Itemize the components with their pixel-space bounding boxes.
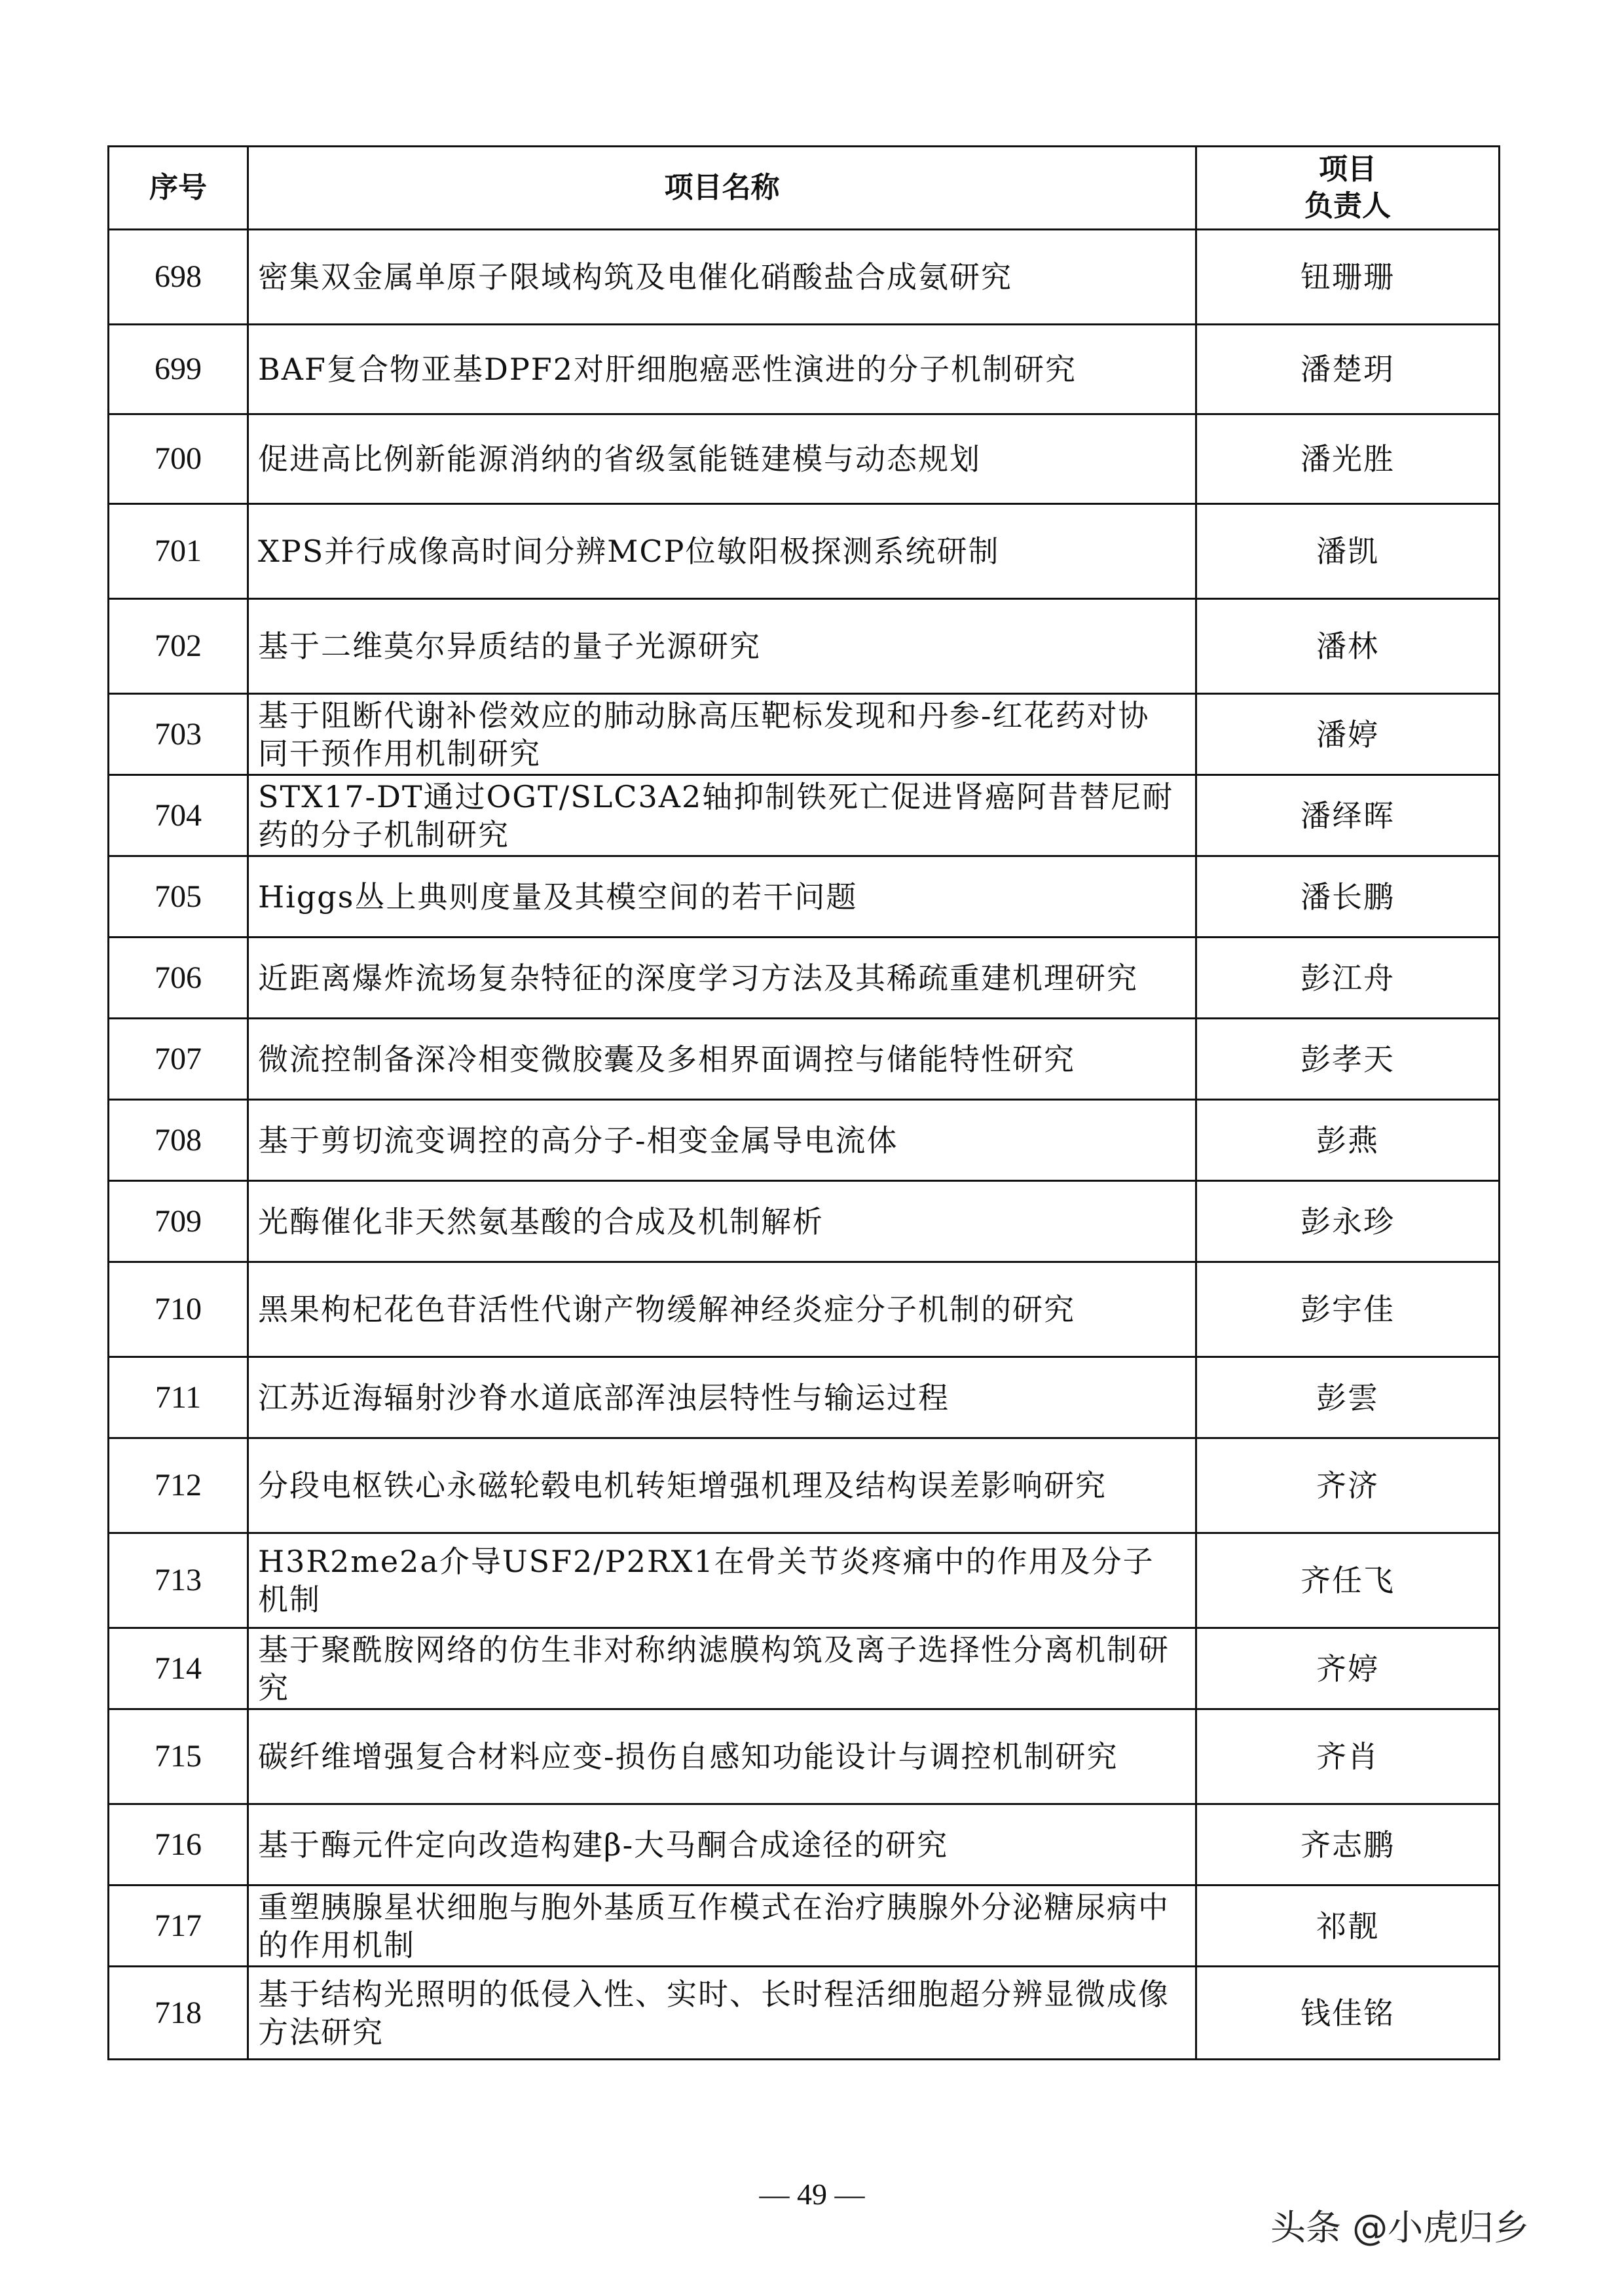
row-serial-number: 701 — [109, 504, 248, 599]
row-project-leader: 潘凯 — [1196, 504, 1500, 599]
table-row — [109, 1262, 1500, 1357]
row-project-name: 江苏近海辐射沙脊水道底部浑浊层特性与输运过程 — [248, 1357, 1196, 1438]
row-serial-number: 710 — [109, 1262, 248, 1357]
row-project-leader: 钮珊珊 — [1196, 230, 1500, 325]
header-project-leader-line2: 负责人 — [1304, 189, 1391, 223]
row-serial-number: 717 — [109, 1886, 248, 1967]
row-project-name: 促进高比例新能源消纳的省级氢能链建模与动态规划 — [248, 414, 1196, 504]
row-project-name: 分段电枢铁心永磁轮毂电机转矩增强机理及结构误差影响研究 — [248, 1438, 1196, 1533]
table-row — [109, 1533, 1500, 1628]
row-project-leader: 齐济 — [1196, 1438, 1500, 1533]
row-serial-number: 715 — [109, 1709, 248, 1804]
row-project-leader: 齐肖 — [1196, 1709, 1500, 1804]
row-project-leader: 彭雲 — [1196, 1357, 1500, 1438]
row-serial-number: 718 — [109, 1967, 248, 2060]
row-project-name: 基于聚酰胺网络的仿生非对称纳滤膜构筑及离子选择性分离机制研究 — [248, 1628, 1196, 1709]
row-project-leader: 潘楚玥 — [1196, 325, 1500, 414]
row-project-leader: 潘林 — [1196, 599, 1500, 694]
row-project-name: 基于阻断代谢补偿效应的肺动脉高压靶标发现和丹参-红花药对协同干预作用机制研究 — [248, 694, 1196, 775]
row-serial-number: 711 — [109, 1357, 248, 1438]
row-serial-number: 713 — [109, 1533, 248, 1628]
table-row — [109, 1100, 1500, 1181]
row-serial-number: 712 — [109, 1438, 248, 1533]
table-row — [109, 599, 1500, 694]
header-project-name: 项目名称 — [248, 147, 1196, 230]
table-row — [109, 694, 1500, 775]
row-project-name: 近距离爆炸流场复杂特征的深度学习方法及其稀疏重建机理研究 — [248, 938, 1196, 1019]
table-row — [109, 1181, 1500, 1262]
row-serial-number: 700 — [109, 414, 248, 504]
table-row — [109, 1628, 1500, 1709]
table-row — [109, 1438, 1500, 1533]
row-serial-number: 706 — [109, 938, 248, 1019]
table-row — [109, 414, 1500, 504]
row-project-name: Higgs丛上典则度量及其模空间的若干问题 — [248, 856, 1196, 938]
row-project-name: BAF复合物亚基DPF2对肝细胞癌恶性演进的分子机制研究 — [248, 325, 1196, 414]
table-row — [109, 775, 1500, 856]
row-project-name: 基于二维莫尔异质结的量子光源研究 — [248, 599, 1196, 694]
row-project-name: 基于结构光照明的低侵入性、实时、长时程活细胞超分辨显微成像方法研究 — [248, 1967, 1196, 2060]
row-project-name: 基于剪切流变调控的高分子-相变金属导电流体 — [248, 1100, 1196, 1181]
table-row — [109, 1357, 1500, 1438]
table-row — [109, 504, 1500, 599]
row-project-leader: 齐志鹏 — [1196, 1804, 1500, 1886]
row-project-name: STX17-DT通过OGT/SLC3A2轴抑制铁死亡促进肾癌阿昔替尼耐药的分子机制研究 — [248, 775, 1196, 856]
project-table — [107, 145, 1500, 2060]
table-row — [109, 1886, 1500, 1967]
row-project-leader: 潘长鹏 — [1196, 856, 1500, 938]
row-project-leader: 齐任飞 — [1196, 1533, 1500, 1628]
row-serial-number: 716 — [109, 1804, 248, 1886]
row-project-name: 重塑胰腺星状细胞与胞外基质互作模式在治疗胰腺外分泌糖尿病中的作用机制 — [248, 1886, 1196, 1967]
row-serial-number: 699 — [109, 325, 248, 414]
row-serial-number: 705 — [109, 856, 248, 938]
row-project-leader: 潘绎晖 — [1196, 775, 1500, 856]
table-row — [109, 325, 1500, 414]
row-project-leader: 彭永珍 — [1196, 1181, 1500, 1262]
row-serial-number: 702 — [109, 599, 248, 694]
row-serial-number: 698 — [109, 230, 248, 325]
row-serial-number: 707 — [109, 1019, 248, 1100]
row-project-name: XPS并行成像高时间分辨MCP位敏阳极探测系统研制 — [248, 504, 1196, 599]
row-serial-number: 714 — [109, 1628, 248, 1709]
header-serial-number: 序号 — [109, 147, 248, 230]
row-serial-number: 703 — [109, 694, 248, 775]
row-project-name: 微流控制备深冷相变微胶囊及多相界面调控与储能特性研究 — [248, 1019, 1196, 1100]
row-serial-number: 708 — [109, 1100, 248, 1181]
table-row — [109, 1967, 1500, 2060]
row-project-name: H3R2me2a介导USF2/P2RX1在骨关节炎疼痛中的作用及分子机制 — [248, 1533, 1196, 1628]
row-project-name: 密集双金属单原子限域构筑及电催化硝酸盐合成氨研究 — [248, 230, 1196, 325]
row-project-leader: 钱佳铭 — [1196, 1967, 1500, 2060]
table-row — [109, 1709, 1500, 1804]
row-serial-number: 709 — [109, 1181, 248, 1262]
row-project-leader: 祁靓 — [1196, 1886, 1500, 1967]
page-number: — 49 — — [759, 2178, 865, 2211]
row-project-leader: 彭燕 — [1196, 1100, 1500, 1181]
row-project-leader: 潘光胜 — [1196, 414, 1500, 504]
table-row — [109, 1804, 1500, 1886]
row-project-leader: 彭孝天 — [1196, 1019, 1500, 1100]
header-project-leader-line1: 项目 — [1319, 153, 1376, 186]
row-project-leader: 彭宇佳 — [1196, 1262, 1500, 1357]
table-header-row — [109, 147, 1500, 230]
row-project-leader: 齐婷 — [1196, 1628, 1500, 1709]
header-project-leader — [1196, 147, 1500, 230]
row-project-leader: 彭江舟 — [1196, 938, 1500, 1019]
row-serial-number: 704 — [109, 775, 248, 856]
table-row — [109, 856, 1500, 938]
watermark-logo-text: 头条 @小虎归乡 — [1270, 2207, 1530, 2248]
table-row — [109, 1019, 1500, 1100]
table-row — [109, 938, 1500, 1019]
row-project-name: 基于酶元件定向改造构建β-大马酮合成途径的研究 — [248, 1804, 1196, 1886]
row-project-name: 碳纤维增强复合材料应变-损伤自感知功能设计与调控机制研究 — [248, 1709, 1196, 1804]
row-project-name: 黑果枸杞花色苷活性代谢产物缓解神经炎症分子机制的研究 — [248, 1262, 1196, 1357]
row-project-leader: 潘婷 — [1196, 694, 1500, 775]
table-row — [109, 230, 1500, 325]
row-project-name: 光酶催化非天然氨基酸的合成及机制解析 — [248, 1181, 1196, 1262]
